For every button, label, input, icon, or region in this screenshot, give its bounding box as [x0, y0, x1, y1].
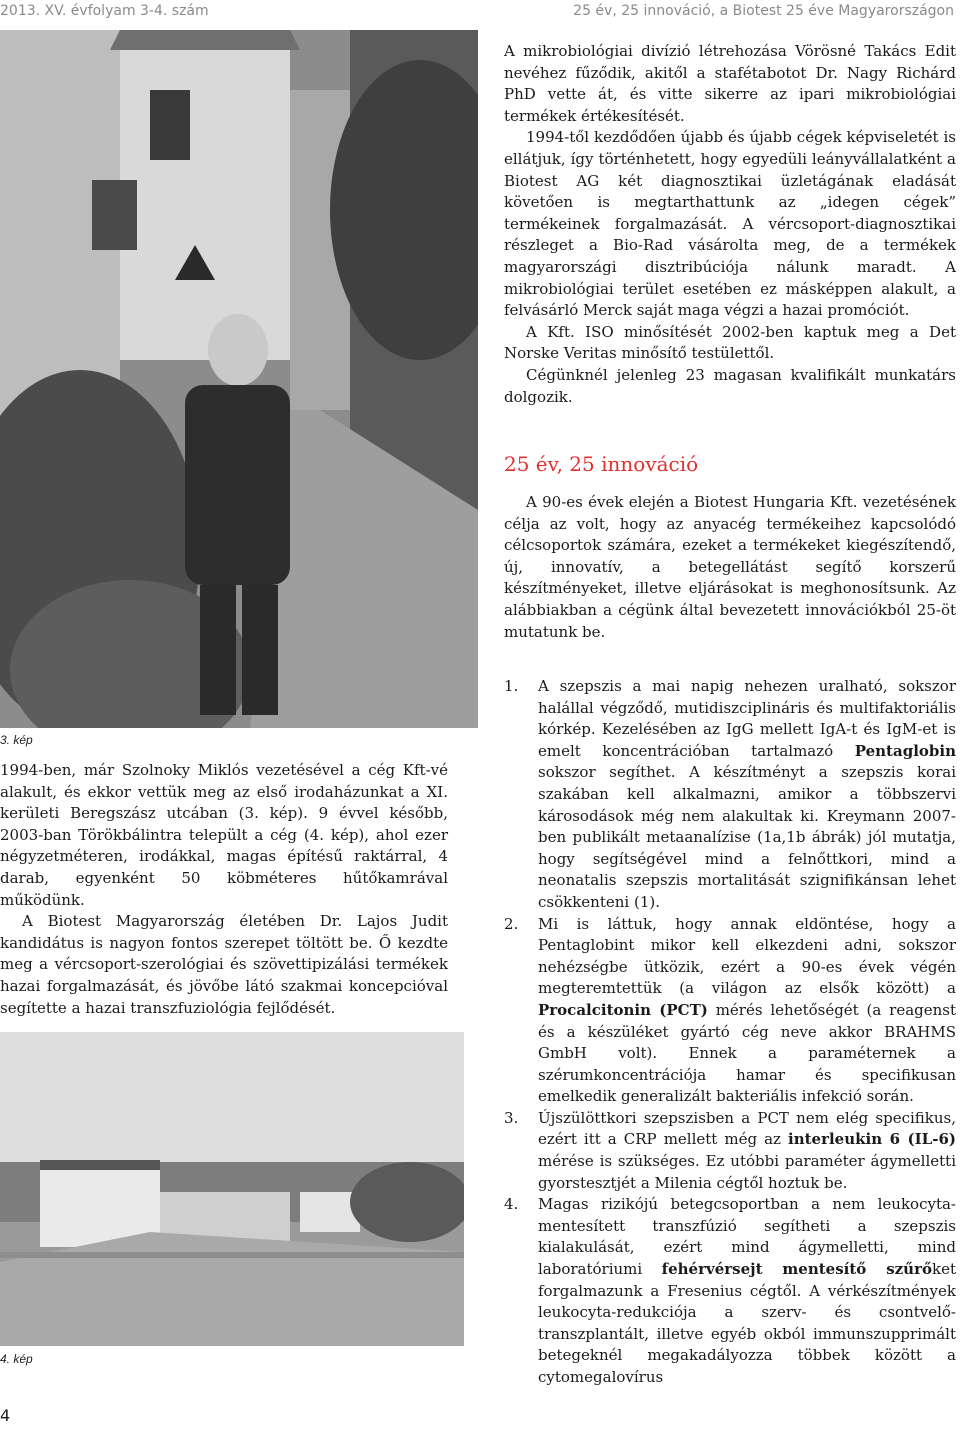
list-item-highlight: interleukin 6 (IL-6)	[788, 1130, 956, 1149]
right-paragraph-4: Cégünknél jelenleg 23 magasan kvalifikált munkatárs dolgozik.	[504, 365, 956, 406]
list-item-text-c: sokszor segíthet. A készítményt a szepszis korai szakában kell alkalmazni, amikor a többszervi károsodások még nem alakultak ki. Kreymann 2007-ben publikált metaanalízise (1a,1b ábrák) jól mutatja, hogy segítségével mind a felnőttkori, mind a neonatalis szepszis mortalitását szignifikánsan lehet csökkenteni (1).	[538, 763, 956, 911]
list-item-text-c: mérése is szükséges. Ez utóbbi paraméter ágymelletti gyorstesztjét a Milenia cégtől hoztuk be.	[538, 1152, 956, 1192]
running-header-right: 25 év, 25 innováció, a Biotest 25 éve Magyarországon	[573, 3, 954, 19]
page-number: 4	[0, 1406, 11, 1425]
list-item	[504, 1108, 956, 1194]
innovation-list	[504, 676, 956, 1389]
list-item-text	[538, 676, 956, 914]
figure-4-label: kép	[13, 1352, 33, 1366]
list-item-number: 4.	[504, 1195, 519, 1214]
list-item-highlight: Procalcitonin (PCT)	[538, 1000, 708, 1019]
list-item	[504, 1194, 956, 1388]
left-paragraph-1: 1994-ben, már Szolnoky Miklós vezetésével a cég Kft-vé alakult, és ekkor vettük meg az első irodaházunkat a XI. kerületi Beregszász utcában (3. kép). 9 évvel később, 2003-ban Törökbálintra települt a cég (4. kép), ahol ezer négyzetméteren, irodákkal, magas építésű raktárral, 4 darab, egyenként 50 köbméteres hűtőkamrával működünk.	[0, 761, 448, 909]
photo-4-illustration	[0, 1032, 464, 1346]
list-item-text	[538, 1194, 956, 1388]
figure-4-number: 4.	[0, 1352, 11, 1366]
list-item-text-c: mérés lehetőségét (a reagenst és a készüléket gyártó cég neve akkor BRAHMS GmbH volt). Ennek a paraméternek a szérumkoncentrációja hamar és specifikusan emelkedik generalizált bakteriális infekció során.	[538, 1000, 957, 1106]
list-item-number: 3.	[504, 1108, 519, 1127]
right-paragraph-1: A mikrobiológiai divízió létrehozása Vörösné Takács Edit nevéhez fűződik, akitől a stafétabotot Dr. Nagy Richárd PhD vette át, és vitte sikerre az ipari mikrobiológiai termékek értékesítését.	[504, 42, 956, 125]
section-heading: 25 év, 25 innováció	[504, 452, 699, 476]
list-item-text-a: Magas rizikójú betegcsoportban a nem leukocyta-mentesített transzfúzió segítheti a szepszis kialakulását, ezért mind ágymelletti, mind laboratóriumi	[538, 1195, 956, 1279]
list-item-text	[538, 914, 956, 1108]
list-item-text-a: Mi is láttuk, hogy annak eldöntése, hogy a Pentaglobint mikor kell elkezdeni adni, sokszor nehézségbe ütközik, ezért a 90-es évek végén megteremtettük (a világon az elsők között) a	[538, 914, 956, 998]
list-item-highlight: fehérvérsejt mentesítő szűrő	[661, 1260, 932, 1279]
list-item-text	[538, 1108, 956, 1194]
list-item-text-a: Újszülöttkori szepszisben a PCT nem elég specifikus, ezért itt a CRP mellett még az	[538, 1108, 956, 1149]
list-item-text-a: A szepszis a mai napig nehezen uralható, sokszor halállal végződő, mutidiszciplináris és multifaktoriális kórkép. Kezelésében az IgG mellett IgA-t és IgM-et is emelt koncentrációban tartalmazó	[538, 677, 956, 760]
list-item-highlight: Pentaglobin	[854, 741, 956, 760]
running-header-left: 2013. XV. évfolyam 3-4. szám	[0, 3, 209, 19]
list-item-number: 1.	[504, 677, 519, 695]
figure-4-caption	[0, 1352, 33, 1366]
figure-3-number: 3.	[0, 733, 11, 747]
list-item	[504, 914, 956, 1108]
section-intro-paragraph: A 90-es évek elején a Biotest Hungaria Kft. vezetésének célja az volt, hogy az anyacég termékeihez kapcsolódó célcsoportok számára, ezeket a termékeket kiegészítendő, új, innovatív, a betegellátást segítő korszerű készítményeket, illetve eljárásokat is meghonosítsunk. Az alábbiakban a cégünk által bevezetett innovációkból 25-öt mutatunk be.	[504, 493, 956, 641]
list-item	[504, 676, 956, 914]
figure-3-caption	[0, 733, 33, 747]
figure-3-label: kép	[13, 733, 33, 747]
photo-company-headquarters	[0, 1032, 464, 1346]
list-item-text-c: ket forgalmazunk a Fresenius cégtől. A vérkészítmények leukocyta-redukciója a szerv- és csontvelő-transzplantált, illetve egyéb okból immunszupprimált betegeknél megakadályozza többek között a cytomegalovírus	[538, 1260, 956, 1386]
left-column-text	[0, 760, 448, 1019]
photo-building-portrait	[0, 30, 478, 728]
photo-3-illustration	[0, 30, 478, 728]
left-paragraph-2: A Biotest Magyarország életében Dr. Lajos Judit kandidátus is nagyon fontos szerepet töltött be. Ő kezdte meg a vércsoport-szerológiai és szövettipizálási termékek hazai forgalmazását, és jövőbe látó szakmai koncepcióval segítette a hazai transzfuziológia fejlődését.	[0, 912, 448, 1017]
right-paragraph-3: A Kft. ISO minősítését 2002-ben kaptuk meg a Det Norske Veritas minősítő testülettől.	[504, 322, 956, 363]
right-column-text	[504, 41, 956, 408]
section-intro-text	[504, 492, 956, 643]
right-paragraph-2: 1994-től kezdődően újabb és újabb cégek képviseletét is ellátjuk, így történhetett, hogy egyedüli leányvállalatként a Biotest AG két diagnosztikai üzletágának eladását követően is megtarthattunk az „idegen cégek” termékeinek forgalmazását. A vércsoport-diagnosztikai részleget a Bio-Rad vásárolta meg, de a termékek magyarországi disztribúciója nálunk maradt. A mikrobiológiai terület esetében ez másképpen alakult, a felvásárló Merck saját maga végzi a hazai promóciót.	[504, 128, 956, 320]
list-item-number: 2.	[504, 914, 519, 933]
